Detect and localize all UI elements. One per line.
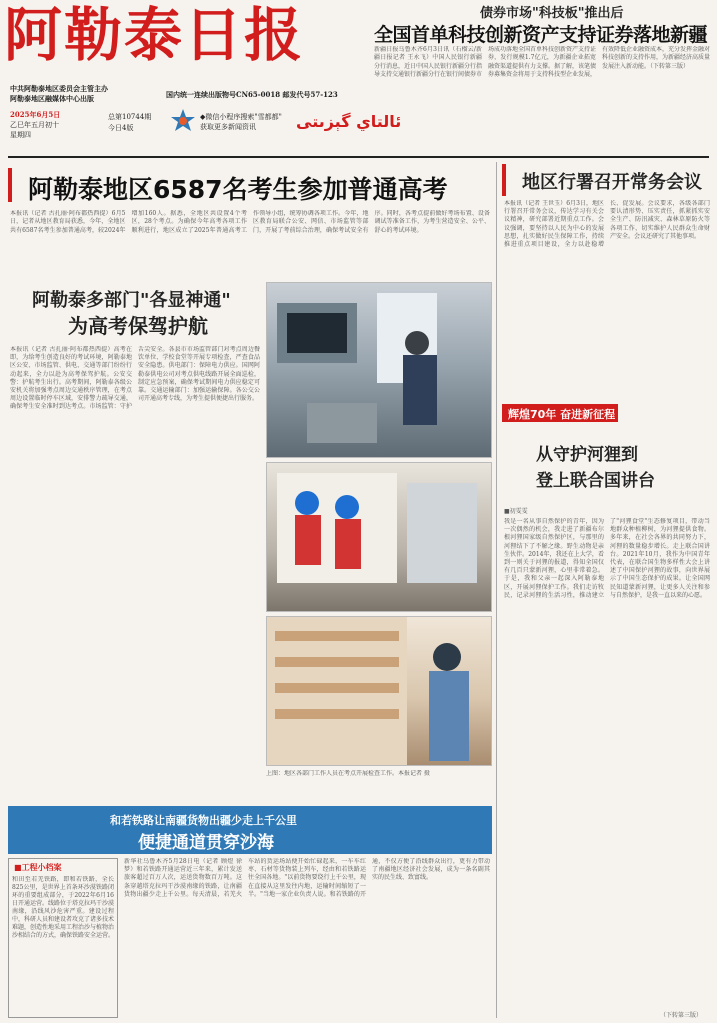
info-box-body: 和田至若羌铁路，即和若铁路，全长825公里，是世界上首条环沙漠铁路闭环的重要组成部分，于2022年6月16日开通运营。线路位于塔克拉玛干沙漠南缘，沿线风沙危害严重。建设过程中，科研人员和建设者攻克了诸多技术难题，创造性地采用工程治沙与植物治沙相结合的方式，确保铁路安全运营。	[12, 876, 114, 939]
feature-headline-line-2: 为高考保驾护航	[68, 314, 208, 338]
right-feature-headline-2: 登上联合国讲台	[536, 471, 655, 491]
top-news-body: 新疆日报乌鲁木齐6月3日讯（石榴云/新疆日报记者 王永飞）中国人民银行新疆分行消息，近日中国人民银行新疆分行指导支持交通银行新疆分行在银行间债券市场成功落地全国首单科技创新资产支持证券，发行规模1.7亿元，为新疆企业拓宽融资渠道提供有力支撑。据了解，该笔债券募集资金将用于支持科技型企业发展，有效降低企业融资成本，充分发挥金融对科技创新的支持作用，为新疆经济高质量发展注入新动能。（下转第三版）	[374, 46, 710, 79]
feature-headline-line-1: 阿勒泰多部门"各显神通"	[32, 290, 231, 311]
photo-market-inspection	[266, 616, 492, 766]
feature-body: 本报讯（记者 古扎丽·阿布都热西提）高考在即，为给考生创造良好的考试环境，阿勒泰地区公安、市场监管、供电、交通等部门纷纷行动起来，全力以赴为高考保驾护航。公安交警：护航考生出行。高考期间，阿勒泰各级公安机关将加强考点周边交通秩序管理，在考点周边设置临时停车区域，安排警力疏导交通，确保考生安全准时到达考点。市场监管：守护舌尖安全。各县市市场监管部门对考点周边餐饮单位、学校食堂等开展专项检查，严查食品安全隐患。供电部门：保障电力供应。国网阿勒泰供电公司对考点供电线路开展全面巡检，制定应急预案，确保考试期间电力供应稳定可靠。交通运输部门：加强运输保障。各公交公司开通高考专线，为考生提供便捷出行服务。	[10, 346, 260, 411]
right-feature-author: ■初雯雯	[504, 508, 528, 515]
continued-note: （下转第三版）	[660, 1012, 703, 1019]
anniversary-banner-text: 辉煌70年 奋进新征程	[508, 408, 616, 421]
header-rule	[8, 156, 709, 158]
masthead-title: 阿勒泰日报	[4, 1, 305, 69]
weekday: 星期四	[10, 131, 31, 139]
lead-headline: 阿勒泰地区6587名考生参加普通高考	[28, 175, 448, 204]
right-body: 本报讯（记者 王世玉）6月3日，地区行署召开常务会议，传达学习有关会议精神，研究部署近期重点工作。会议强调，要坚持以人民为中心的发展思想，扎实做好民生保障工作，持续推进重点项目建设，全力以赴稳增长、促发展。会议要求，各级各部门要认清形势、压实责任，抓紧抓实安全生产、防汛减灾、森林草原防火等各项工作，切实维护人民群众生命财产安全。会议还研究了其他事项。	[504, 200, 710, 249]
uyghur-title: ئالتاي گېزىتى	[296, 112, 402, 131]
banner-title: 便捷通道贯穿沙海	[138, 833, 274, 853]
issue-info	[108, 112, 151, 134]
issue-date: 2025年6月5日	[10, 110, 61, 119]
issue-total: 总第10744期	[108, 113, 152, 121]
column-divider	[496, 162, 497, 1018]
issue-pages: 今日4版	[108, 124, 134, 132]
info-box-title: ■工程小档案	[14, 863, 62, 872]
right-feature-body: 我是一名从事自然保护的青年，因为一次偶然的机会，我走进了新疆布尔根河狸国家级自然保护区，与那里的河狸结下了不解之缘。野生动物是亲生伙伴。2014年，我还在上大学，看到一则关于河狸的报道，得知全国仅有几百只蒙新河狸，心里非常着急。于是，我和父亲一起深入阿勒泰地区，开展河狸保护工作。我们走访牧民，记录河狸的生活习性，推动建立了"河狸食堂"生态修复项目，带动当地群众种植柳树，为河狸提供食物。多年来，在社会各界的共同努力下，河狸的数量稳步增长。走上联合国讲台。2021年10月，我作为中国青年代表，在联合国生物多样性大会上讲述了中国保护河狸的故事，向世界展示了中国生态保护的成果。让全国网民知道蒙新河狸，让更多人关注和参与自然保护，是我一直以来的心愿。	[504, 518, 710, 599]
media-logo-icon	[170, 108, 196, 134]
right-feature-headline-1: 从守护河狸到	[536, 445, 638, 465]
photo-electrical-check	[266, 462, 492, 612]
right-headline: 地区行署召开常务会议	[522, 172, 702, 193]
banner-subtitle: 和若铁路让南疆货物出疆少走上千公里	[110, 814, 297, 827]
cn-number: 国内统一连续出版物号CN65-0018 邮发代号57-123	[166, 90, 338, 99]
app-promo-line-1: ◆微信小程序搜索"雪都都"	[200, 113, 282, 121]
lead-body: 本报讯（记者 古扎丽·阿布都热西提）6月5日，记者从地区教育局获悉，今年，全地区共有6587名考生参加普通高考，较2024年增加160人。据悉，全地区共设置4个考区，28个考点。为确保今年高考各项工作顺利进行，地区成立了2025年普通高考工作领导小组，统筹协调各项工作。今年，地区教育局联合公安、网信、市场监管等部门，开展了考前综合治理，确保考试安全有序。同时，各考点提前做好考场布置、设备调试等准备工作，为考生营造安全、公平、舒心的考试环境。	[10, 210, 490, 234]
sponsor-line-2: 阿勒泰地区融媒体中心出版	[10, 94, 94, 103]
sponsor-line-1: 中共阿勒泰地区委员会主管主办	[10, 84, 108, 93]
sponsor-block	[10, 84, 120, 104]
top-news-subtitle: 债券市场"科技板"推出后	[480, 6, 624, 21]
lunar-date: 乙巳年五月初十	[10, 121, 59, 129]
date-block	[10, 110, 60, 140]
top-news-title: 全国首单科技创新资产支持证券落地新疆	[374, 24, 708, 46]
photo-power-inspection	[266, 282, 492, 458]
app-promo-line-2: 获取更多新闻资讯	[200, 123, 256, 131]
banner-article-body: 新华社乌鲁木齐5月28日电（记者 顾煜 徐梦）和若铁路开通运营近三年来，累计发送旅客超过百万人次，运送货物数百万吨。这条穿越塔克拉玛干沙漠南缘的铁路，让南疆货物出疆少走上千公里。每天清晨，若羌火车站的货运场站便开始忙碌起来，一车车红枣、石材等货物装上列车，经由和若铁路运往全国各地。"以前货物要绕行上千公里，现在直接从这里发往内地，运输时间缩短了一半。"当地一家企业负责人说。和若铁路的开通，不仅方便了沿线群众出行，更有力带动了南疆地区经济社会发展，成为一条名副其实的民生线、致富线。	[124, 858, 490, 898]
app-promo	[200, 112, 282, 132]
photo-caption: 上图：地区各部门工作人员在考点开展检查工作。本报记者 摄	[266, 770, 430, 777]
